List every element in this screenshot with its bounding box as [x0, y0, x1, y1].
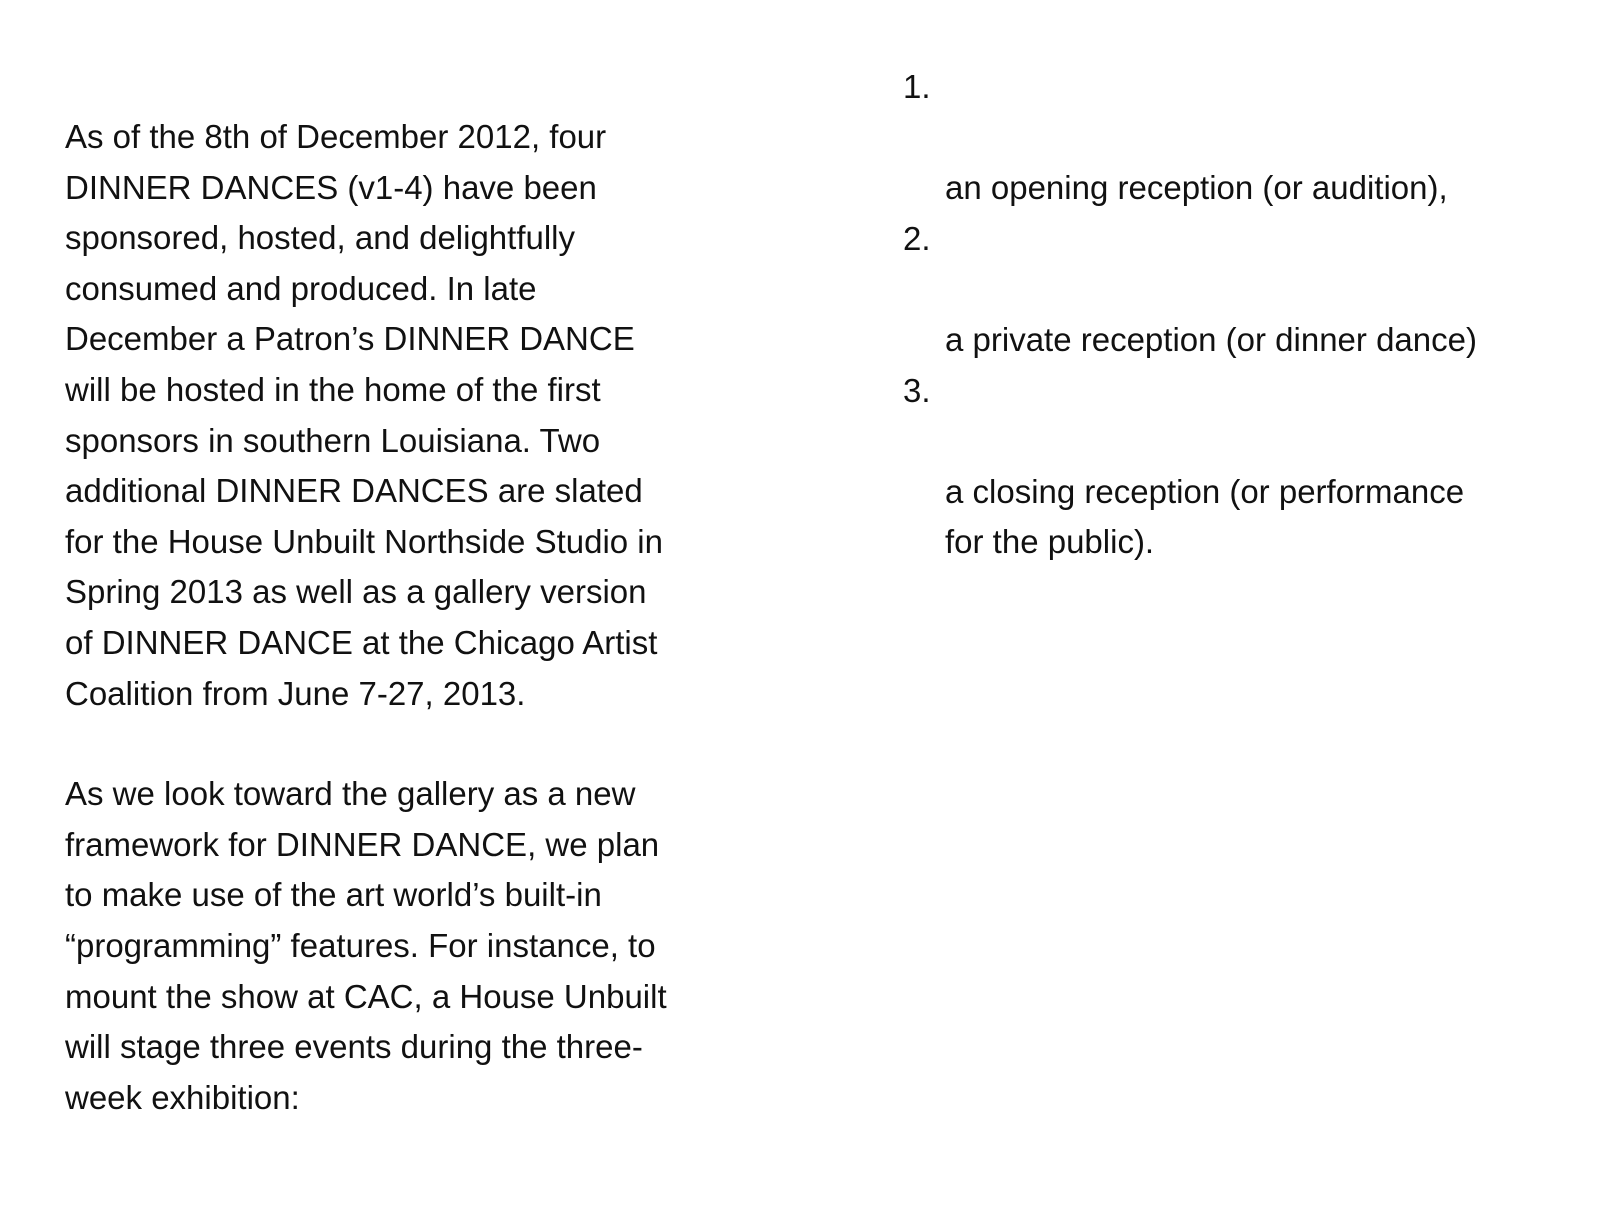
list-item-number: 2. [903, 219, 931, 257]
list-item [903, 366, 1593, 568]
list-item-number: 1. [903, 68, 931, 105]
events-list [903, 62, 1593, 568]
right-column [903, 62, 1593, 568]
list-item-text: a private reception (or dinner dance) [945, 320, 1477, 358]
list-item [903, 62, 1593, 214]
list-item-text: a closing reception (or performance for the public). [945, 472, 1465, 561]
paragraph-dinner-dances-history: As of the 8th of December 2012, four DINNER DANCES (v1-4) have been sponsored, hosted, and delightfully consumed and produced. In late December a Patron’s DINNER DANCE will be hosted in the home of the first sponsors in southern Louisiana. Two additional DINNER DANCES are slated for the House Unbuilt Northside Studio in Spring 2013 as well as a gallery version of DINNER DANCE at the Chicago Artist Coalition from June 7-27, 2013. [65, 118, 663, 712]
list-item-text: an opening reception (or audition), [945, 169, 1448, 207]
left-column [65, 112, 755, 1123]
list-item-number: 3. [903, 371, 931, 409]
list-item [903, 214, 1593, 366]
paragraph-gallery-framework: As we look toward the gallery as a new framework for DINNER DANCE, we plan to make use of the art world’s built-in “programming” features. For instance, to mount the show at CAC, a House Unbuilt will stage three events during the three- week exhibition: [65, 775, 667, 1116]
